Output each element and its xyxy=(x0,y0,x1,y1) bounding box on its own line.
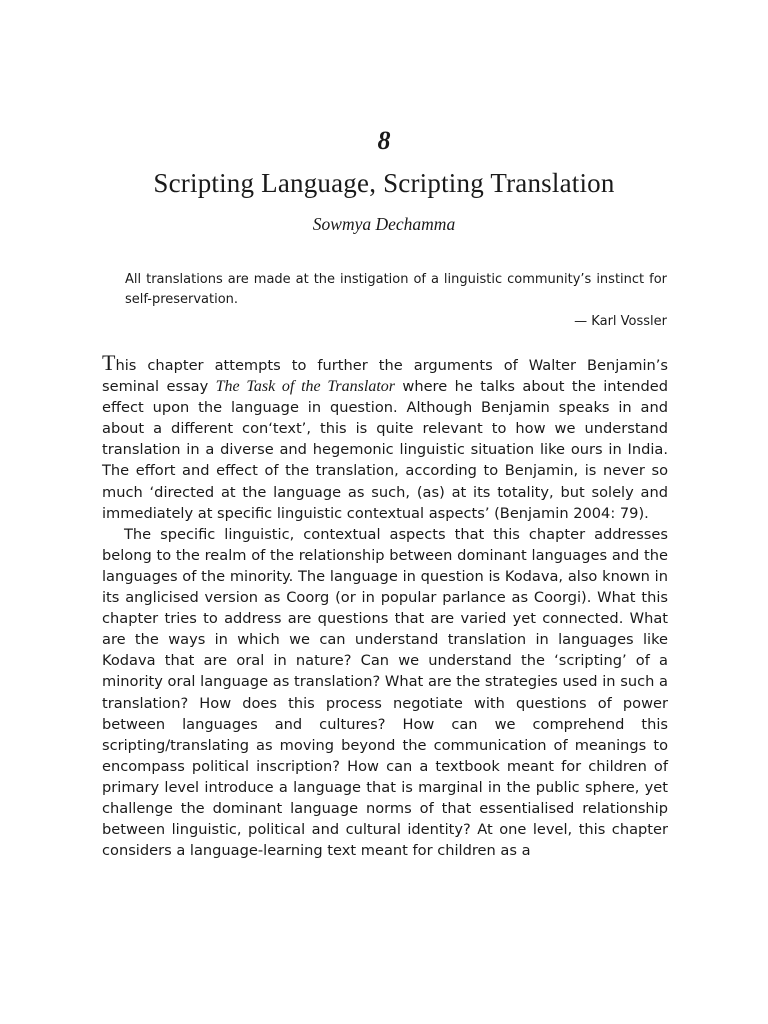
chapter-body xyxy=(102,352,668,861)
drop-cap-letter: T xyxy=(102,350,116,375)
epigraph-attribution: — Karl Vossler xyxy=(574,314,667,329)
paragraph-1-text-a: his chapter attempts to further the arguments of Walter Benjamin’s seminal essay xyxy=(102,357,668,396)
chapter-title: Scripting Language, Scripting Translation xyxy=(153,168,615,198)
paragraph-1 xyxy=(102,352,668,524)
paragraph-2: The specific linguistic, contextual aspects that this chapter addresses belong to the realm of the relationship between dominant languages and the languages of the minority. The language in question is Kodava, also known in its anglicised version as Coorg (or in popular parlance as Coorgi). What this chapter tries to address are questions that are varied yet connected. What are the ways in which we can understand translation in languages like Kodava that are oral in nature? Can we understand the ‘scripting’ of a minority oral language as translation? What are the strategies used in such a translation? How does this process negotiate with questions of power between languages and cultures? How can we comprehend this scripting/translating as moving beyond the communication of meanings to encompass political inscription? How can a textbook meant for children of primary level introduce a language that is marginal in the public sphere, yet challenge the dominant language norms of that essentialised relationship between linguistic, political and cultural identity? At one level, this chapter considers a language-learning text meant for children as a xyxy=(102,525,668,860)
chapter-author: Sowmya Dechamma xyxy=(312,214,456,234)
paragraph-1-text-b: where he talks about the intended effect upon the language in question. Although Benjamin speaks in and about a different con‘text’, this is quite relevant to how we understand translation in a diverse and hegemonic linguistic situation like ours in India. The effort and effect of the translation, according to Benjamin, is never so much ‘directed at the language as such, (as) at its totality, but solely and immediately at specific linguistic contextual aspects’ (Benjamin 2004: 79). xyxy=(102,378,668,522)
epigraph-quote: All translations are made at the instigation of a linguistic community’s instinct for self-preservation. xyxy=(125,272,667,307)
chapter-number: 8 xyxy=(377,126,391,155)
essay-title: The Task of the Translator xyxy=(215,378,395,396)
